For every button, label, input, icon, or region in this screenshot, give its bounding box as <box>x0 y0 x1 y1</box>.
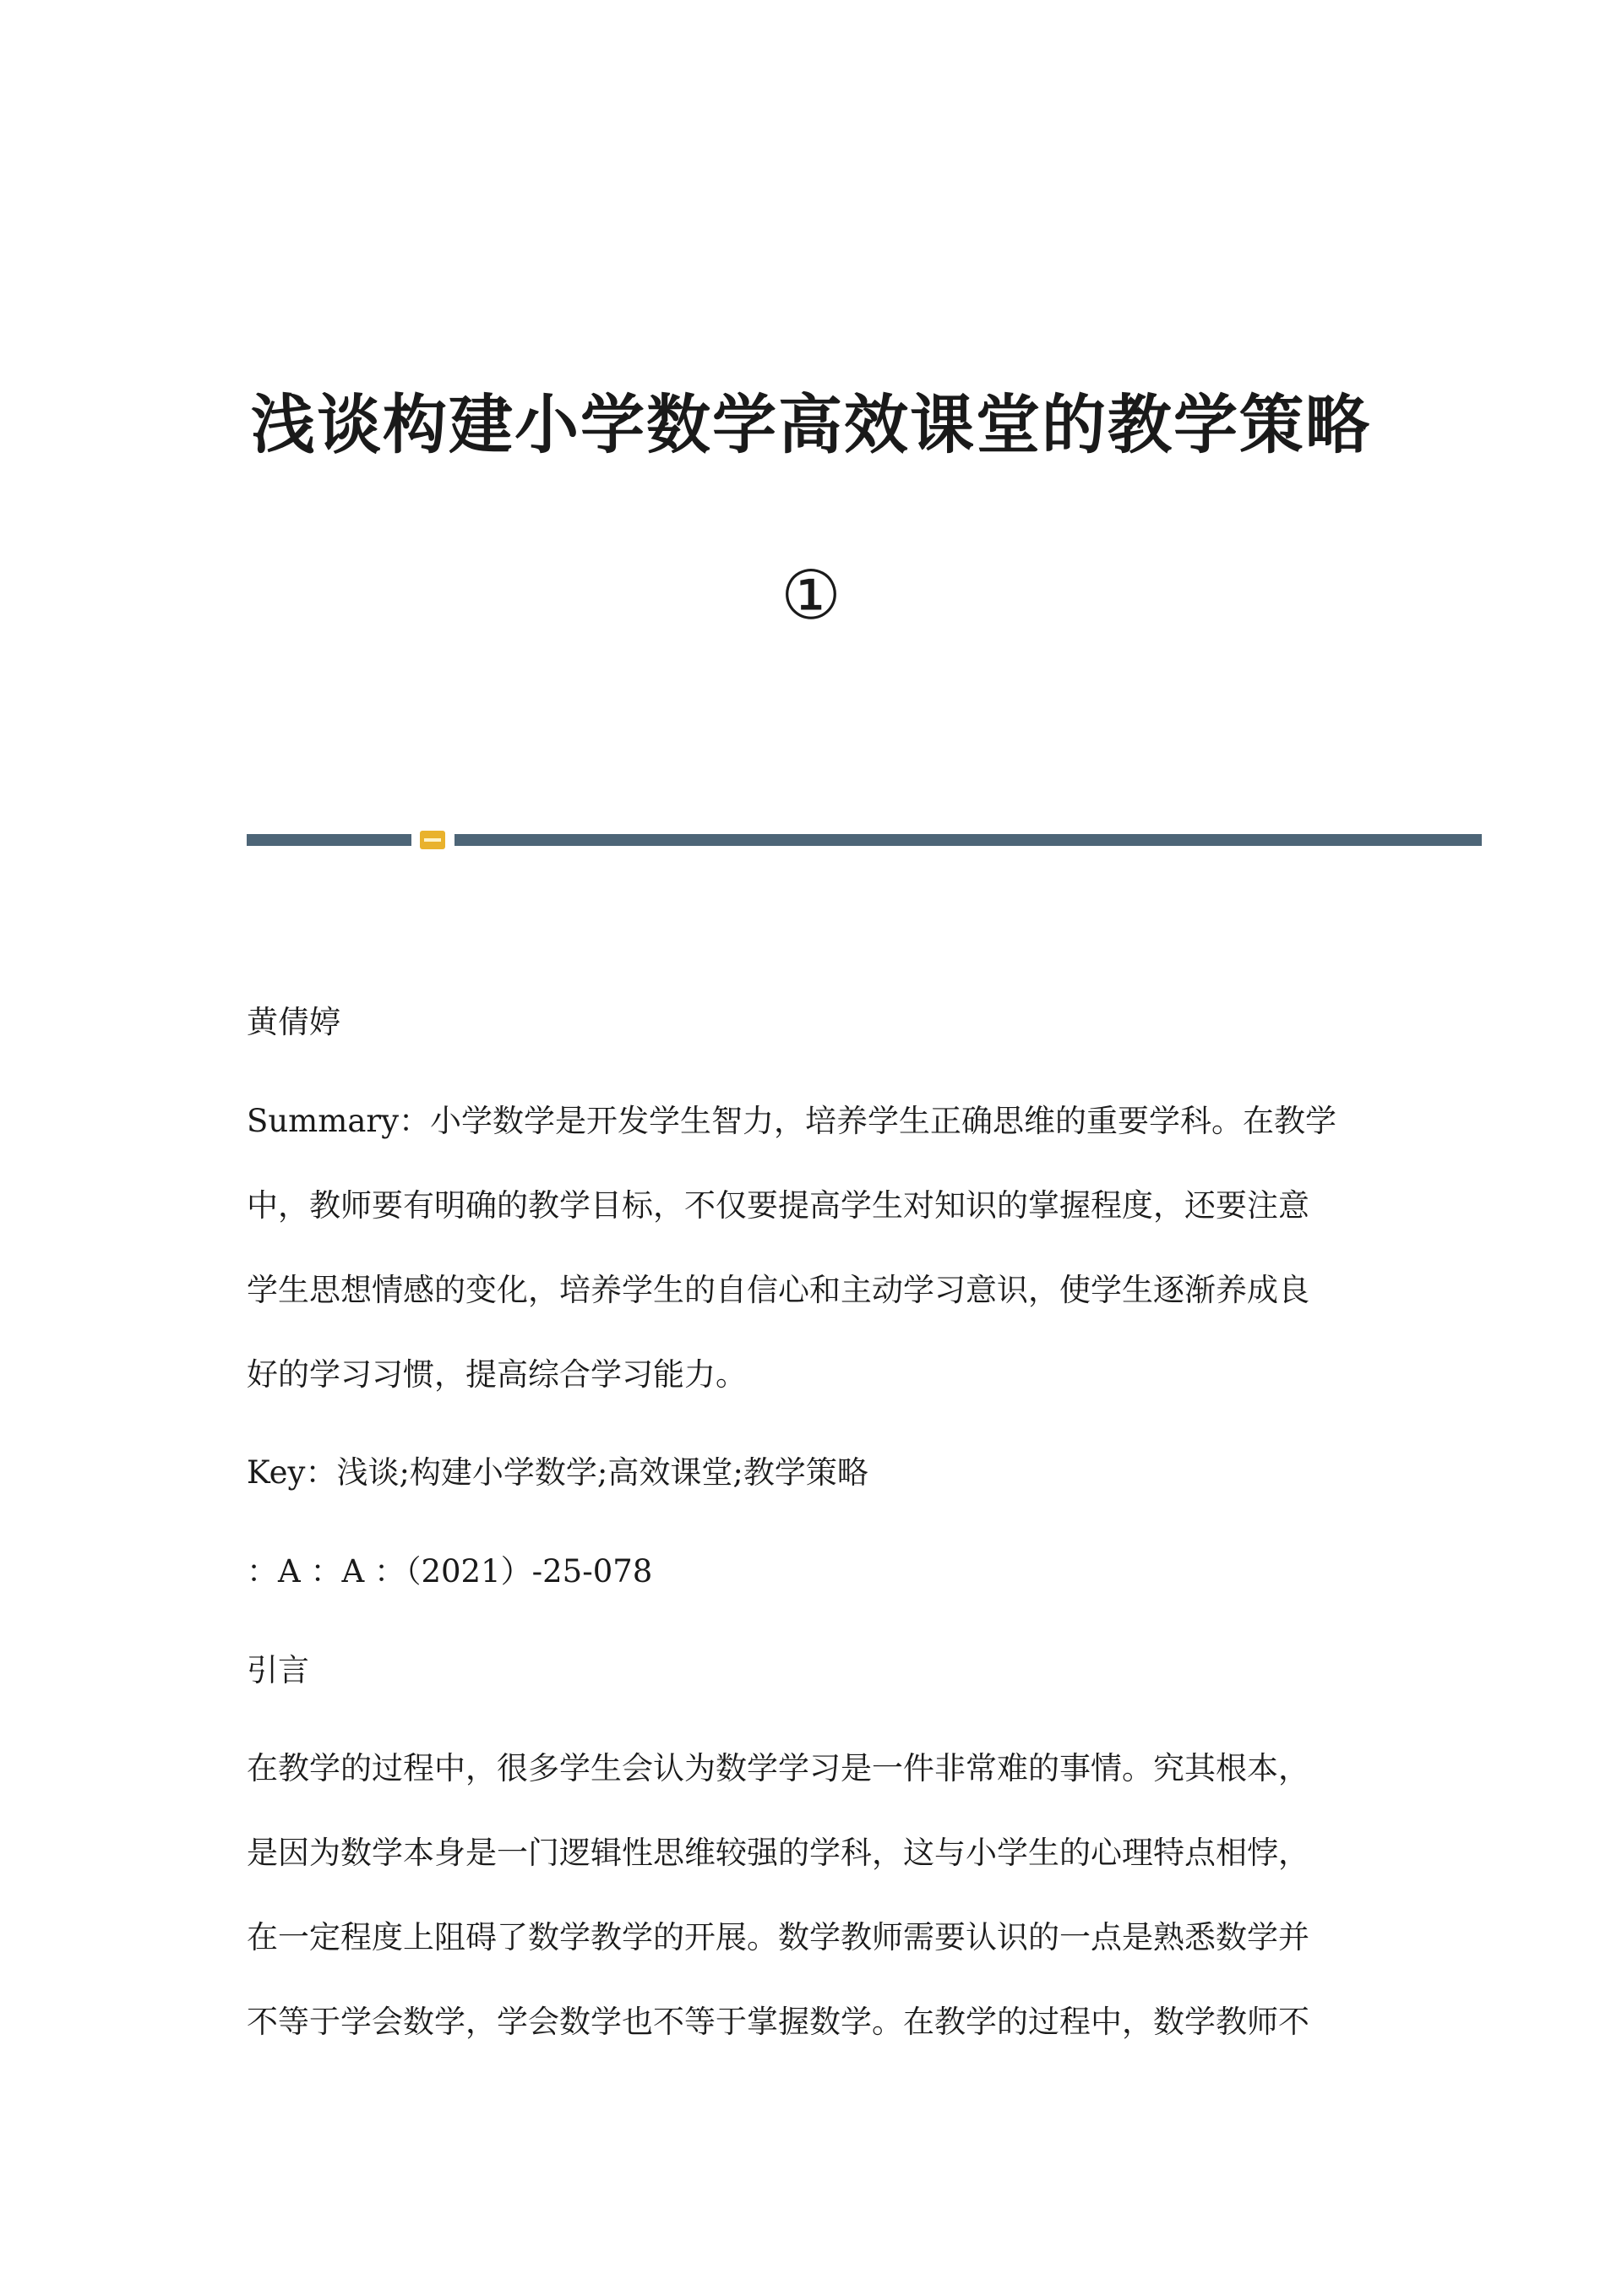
summary-line: 好的学习习惯，提高综合学习能力。 <box>247 1356 747 1393</box>
title-divider <box>247 831 1482 849</box>
intro-line: 在一定程度上阻碍了数学教学的开展。数学教师需要认识的一点是熟悉数学并 <box>247 1919 1309 1955</box>
intro-line: 在教学的过程中，很多学生会认为数学学习是一件非常难的事情。究其根本， <box>247 1750 1309 1786</box>
summary-line: 学生思想情感的变化，培养学生的自信心和主动学习意识，使学生逐渐养成良 <box>247 1272 1309 1308</box>
intro-line: 不等于学会数学，学会数学也不等于掌握数学。在教学的过程中，数学教师不 <box>247 2004 1309 2040</box>
keywords-line: Key：浅谈;构建小学数学;高效课堂;教学策略 <box>247 1454 868 1491</box>
intro-heading: 引言 <box>247 1652 309 1688</box>
title-footnote-mark: ① <box>781 556 841 635</box>
divider-tag-icon <box>420 831 445 849</box>
summary-line: 中，教师要有明确的教学目标，不仅要提高学生对知识的掌握程度，还要注意 <box>247 1187 1309 1224</box>
intro-line: 是因为数学本身是一门逻辑性思维较强的学科，这与小学生的心理特点相悖， <box>247 1835 1309 1871</box>
divider-bar-right <box>454 834 1482 846</box>
classification-line: ：A ：A ：（2021）-25-078 <box>247 1553 653 1590</box>
divider-bar-left <box>247 834 411 846</box>
summary-line: Summary：小学数学是开发学生智力，培养学生正确思维的重要学科。在教学 <box>247 1103 1336 1139</box>
author-name: 黄倩婷 <box>247 1004 340 1040</box>
document-title: 浅谈构建小学数学高效课堂的教学策略 <box>251 387 1371 462</box>
